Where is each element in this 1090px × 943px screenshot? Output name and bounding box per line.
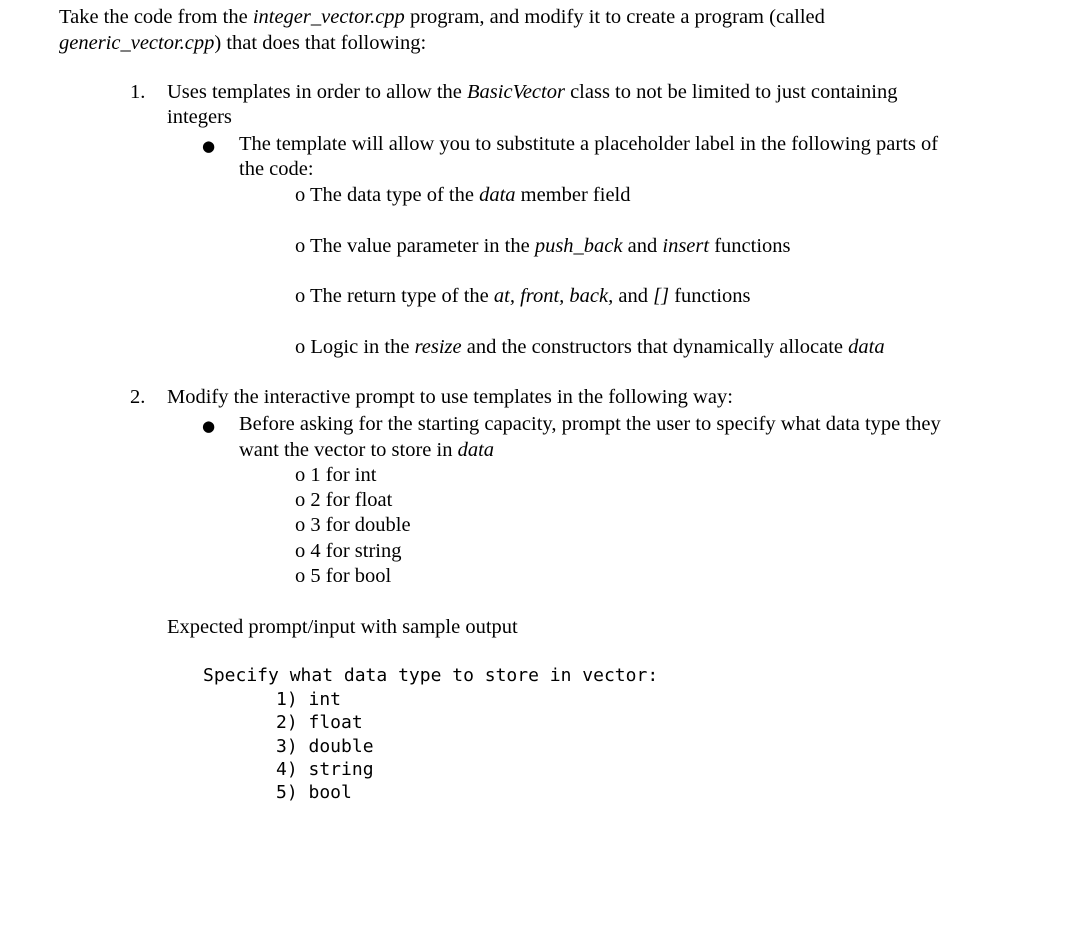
console-prompt: Specify what data type to store in vector: [203,665,659,686]
intro-line-2: generic_vector.cpp) that does that following: [59,32,427,54]
sub-item-logic: o Logic in the resize and the constructors that dynamically allocate data [295,336,885,358]
intro-line-1: Take the code from the integer_vector.cpp program, and modify it to create a program (called [59,6,825,28]
sub-item-data-type: o The data type of the data member field [295,184,631,206]
file-name-integer-vector: integer_vector.cpp [252,6,405,28]
file-name-generic-vector: generic_vector.cpp [59,32,215,54]
item2-line-1: Modify the interactive prompt to use templates in the following way: [167,386,733,408]
console-option-double: 3) double [276,736,374,757]
console-option-string: 4) string [276,759,374,780]
console-option-float: 2) float [276,712,363,733]
sub-item-return-type: o The return type of the at, front, back, and [] functions [295,285,751,307]
list-number-1: 1. [130,81,146,103]
item1-bullet-line-1: The template will allow you to substitute a placeholder label in the following parts of [239,133,939,155]
type-option-string: o 4 for string [295,540,402,562]
item1-line-2: integers [167,106,232,128]
type-option-double: o 3 for double [295,514,411,536]
sub-item-value-parameter: o The value parameter in the push_back and insert functions [295,235,791,257]
type-option-float: o 2 for float [295,489,393,511]
type-option-bool: o 5 for bool [295,565,392,587]
item2-bullet-line-2: want the vector to store in data [239,439,495,461]
item1-bullet-line-2: the code: [239,158,314,180]
list-number-2: 2. [130,386,146,408]
item1-line-1: Uses templates in order to allow the BasicVector class to not be limited to just containing [167,81,898,103]
console-option-int: 1) int [276,689,342,710]
console-option-bool: 5) bool [276,782,352,803]
bullet-icon: ● [202,417,216,435]
item2-bullet-line-1: Before asking for the starting capacity, prompt the user to specify what data type they [239,413,941,435]
expected-output-label: Expected prompt/input with sample output [167,616,518,638]
bullet-icon: ● [202,137,216,155]
type-option-int: o 1 for int [295,464,377,486]
